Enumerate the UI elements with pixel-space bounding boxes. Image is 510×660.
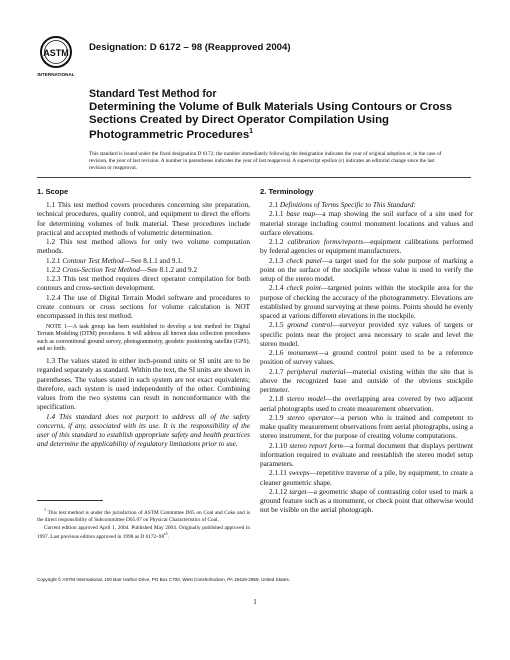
clause-number: 2.1.10 — [269, 441, 288, 450]
footnote-superscript: ε1 — [164, 531, 168, 537]
scope-paragraph: 1.3 The values stated in either inch-pound units or SI units are to be regarded separately as standard. Within the text, the SI units are shown in parentheses. The values stated in each system are not exact equivalents; therefore, each system is used independently of the other. Combining values from the two systems can result in nonconformance with the specification. — [37, 357, 250, 412]
footnote-mark: 1 — [44, 507, 47, 512]
term-list — [260, 210, 473, 515]
term-name: stereo model — [286, 395, 326, 404]
footnote-end: . — [167, 534, 170, 541]
footnote-text: This test method is under the jurisdiction of ASTM Committee D05 on Coal and Coke and is the direct responsibility of Subcommittee D05.07 on Physical Characteristics of Coal. — [37, 509, 250, 523]
clause-number: 2.1.12 — [269, 487, 288, 496]
term-text: —a ground control point used to be a reference position of survey values. — [260, 349, 473, 367]
term-name: peripheral material — [286, 367, 346, 376]
term-text: —a person who is trained and competent to make quality measurement observations from aerial photographs, using a stereo instrument, for the purpose of creating volume computations. — [260, 413, 474, 441]
document-title — [89, 101, 469, 142]
clause-number: 2.1.4 — [269, 284, 284, 293]
footnote-text: Current edition approved April 1, 2004. Published May 2004. Originally published approved in 1997. Last previous edition approved in 1998 as D 6172–98 — [37, 524, 250, 541]
clause-number: 2.1.3 — [269, 256, 284, 265]
clause-number: 2.1.8 — [269, 395, 284, 404]
term-definition — [260, 210, 473, 238]
term-name: target — [289, 487, 307, 496]
term-name: stereo operator — [287, 413, 334, 422]
footnote-divider — [37, 500, 103, 501]
scope-paragraph — [37, 266, 250, 275]
term-name: check panel — [286, 256, 322, 265]
term-text: —repetitive traverse of a pile, by equipment, to create a cleaner geometric shape. — [260, 469, 473, 487]
clause-number: 2.1.11 — [269, 469, 287, 478]
term-name: stereo report form — [289, 441, 343, 450]
divider — [37, 177, 471, 178]
term-name: monument — [287, 349, 318, 357]
term-name: base map — [286, 210, 316, 219]
clause-text: —See 8.1.2 and 9.2 — [139, 265, 198, 274]
clause-number: 2.1.9 — [269, 413, 284, 422]
term-text: —a geometric shape of contrasting color used to mark a ground feature such as a monument, or check point that otherwise would not be visible on the aerial photograph. — [260, 487, 473, 515]
term-definition — [260, 395, 473, 414]
term-definition — [260, 321, 473, 349]
note: NOTE 1—A task group has been established to develop a test method for Digital Terrain Modeling (DTM) procedures. It will address all known data collection procedures such as conventional ground survey, photogrammetry, geodetic positioning satellite (GPS), and so forth. — [37, 324, 250, 352]
term-text: —targeted points within the stockpile area for the purpose of checking the accuracy of the photogrammetry. Elevations are established by ground surveying at these points. Points should be evenly spaced at various different elevations in the stockpile. — [260, 284, 473, 320]
left-column — [37, 187, 250, 450]
term-name: sweeps — [288, 469, 310, 478]
scope-paragraph: 1.2.4 The use of Digital Terrain Model software and procedures to create contours or cross sections for volume calculation is NOT encompassed in this test method. — [37, 293, 250, 320]
clause-term: Cross-Section Test Method — [62, 265, 140, 274]
clause-number: 2.1.2 — [269, 238, 284, 246]
clause-term: Definitions of Terms Specific to This Standard: — [279, 201, 416, 209]
scope-paragraph: 1.2 This test method allows for only two volume computation methods. — [37, 238, 250, 256]
clause-term: Contour Test Method — [62, 256, 124, 265]
logo-text: ASTM — [43, 48, 69, 58]
clause-number: 2.1.5 — [269, 321, 284, 330]
clause-number: 2.1.7 — [269, 367, 284, 376]
copyright-line: Copyright © ASTM International, 100 Barr Harbor Drive, PO Box C700, West Conshohocken, PA 19428-2959, United States. — [37, 577, 290, 582]
title-footnote-mark: 1 — [249, 128, 254, 136]
term-definition — [260, 238, 473, 257]
term-definition — [260, 442, 473, 470]
term-text: —the overlapping area covered by two adjacent aerial photographs used to create measurement observation. — [260, 395, 474, 413]
clause-number: 2.1.6 — [269, 349, 284, 357]
term-text: —a formal document that displays pertinent information required to evaluate and reestablish the stereo model setup parameters. — [260, 441, 473, 468]
term-definition — [260, 414, 473, 442]
logo-caption: INTERNATIONAL — [37, 72, 75, 77]
clause-number: 1.2.1 — [46, 256, 61, 265]
term-text: —material existing within the site that is above the recognized base and outside of the obvious stockpile perimeter. — [260, 367, 473, 394]
scope-paragraph: 1.1 This test method covers procedures concerning site preparation, technical procedures, quality control, and equipment to direct the efforts for determining volumes of bulk material. These procedures include practical and accepted methods of volumetric determination. — [37, 201, 250, 237]
scope-paragraph: 1.2.3 This test method requires direct operator compilation for both contours and cross-section development. — [37, 275, 250, 293]
term-name: ground control — [287, 321, 333, 330]
term-name: calibration forms/reports — [287, 238, 364, 246]
footnote — [37, 507, 250, 524]
scope-heading: 1. Scope — [37, 187, 69, 196]
issuance-note: This standard is issued under the fixed designation D 6172; the number immediately following the designation indicates the year of original adoption or, in the case of revision, the year of last revision. A number in parentheses indicates the year of last reapproval. A superscript epsilon (ε) indicates an editorial change since the last revision or reapproval. — [89, 151, 442, 172]
term-text: —equipment calibrations performed by federal agencies or equipment manufacturers. — [260, 238, 473, 256]
title-text: Determining the Volume of Bulk Materials Using Contours or Cross Sections Created by Direct Operator Compilation Using Photogrammetric Procedures — [89, 101, 453, 141]
clause-text: —See 8.1.1 and 9.1. — [123, 256, 183, 265]
astm-logo — [37, 35, 75, 79]
footnote — [37, 525, 250, 542]
term-definition — [260, 469, 473, 488]
term-text: —a target used for the sole purpose of marking a point on the surface of the stockpile whose value is used to verify the setup of the stereo model. — [260, 256, 474, 283]
term-definition — [260, 488, 473, 516]
scope-paragraph — [37, 257, 250, 266]
terminology-heading: 2. Terminology — [260, 187, 314, 196]
term-text: —surveyor provided xyz values of targets or specific points near the project area necessary to scale and level the stereo model. — [260, 321, 473, 348]
designation: Designation: D 6172 – 98 (Reapproved 2004) — [89, 42, 291, 53]
standard-label: Standard Test Method for — [89, 88, 217, 100]
right-column — [260, 187, 473, 516]
term-definition — [260, 257, 473, 285]
term-definition — [260, 368, 473, 396]
safety-paragraph: 1.4 This standard does not purport to address all of the safety concerns, if any, associated with its use. It is the responsibility of the user of this standard to establish appropriate safety and health practices and determine the applicability of regulatory limitations prior to use. — [37, 412, 250, 449]
clause-number: 2.1 — [269, 201, 279, 209]
definitions-intro — [260, 201, 473, 210]
footnotes — [37, 507, 250, 542]
clause-number: 2.1.1 — [269, 210, 284, 219]
term-definition — [260, 284, 473, 321]
term-definition — [260, 349, 473, 368]
clause-number: 1.2.2 — [46, 265, 61, 274]
term-text: —a map showing the soil surface of a site used for material storage including control monument locations and values and surface elevations. — [260, 210, 473, 237]
page-number: 1 — [253, 598, 257, 606]
title-block — [89, 88, 469, 142]
term-name: check point — [286, 284, 321, 293]
